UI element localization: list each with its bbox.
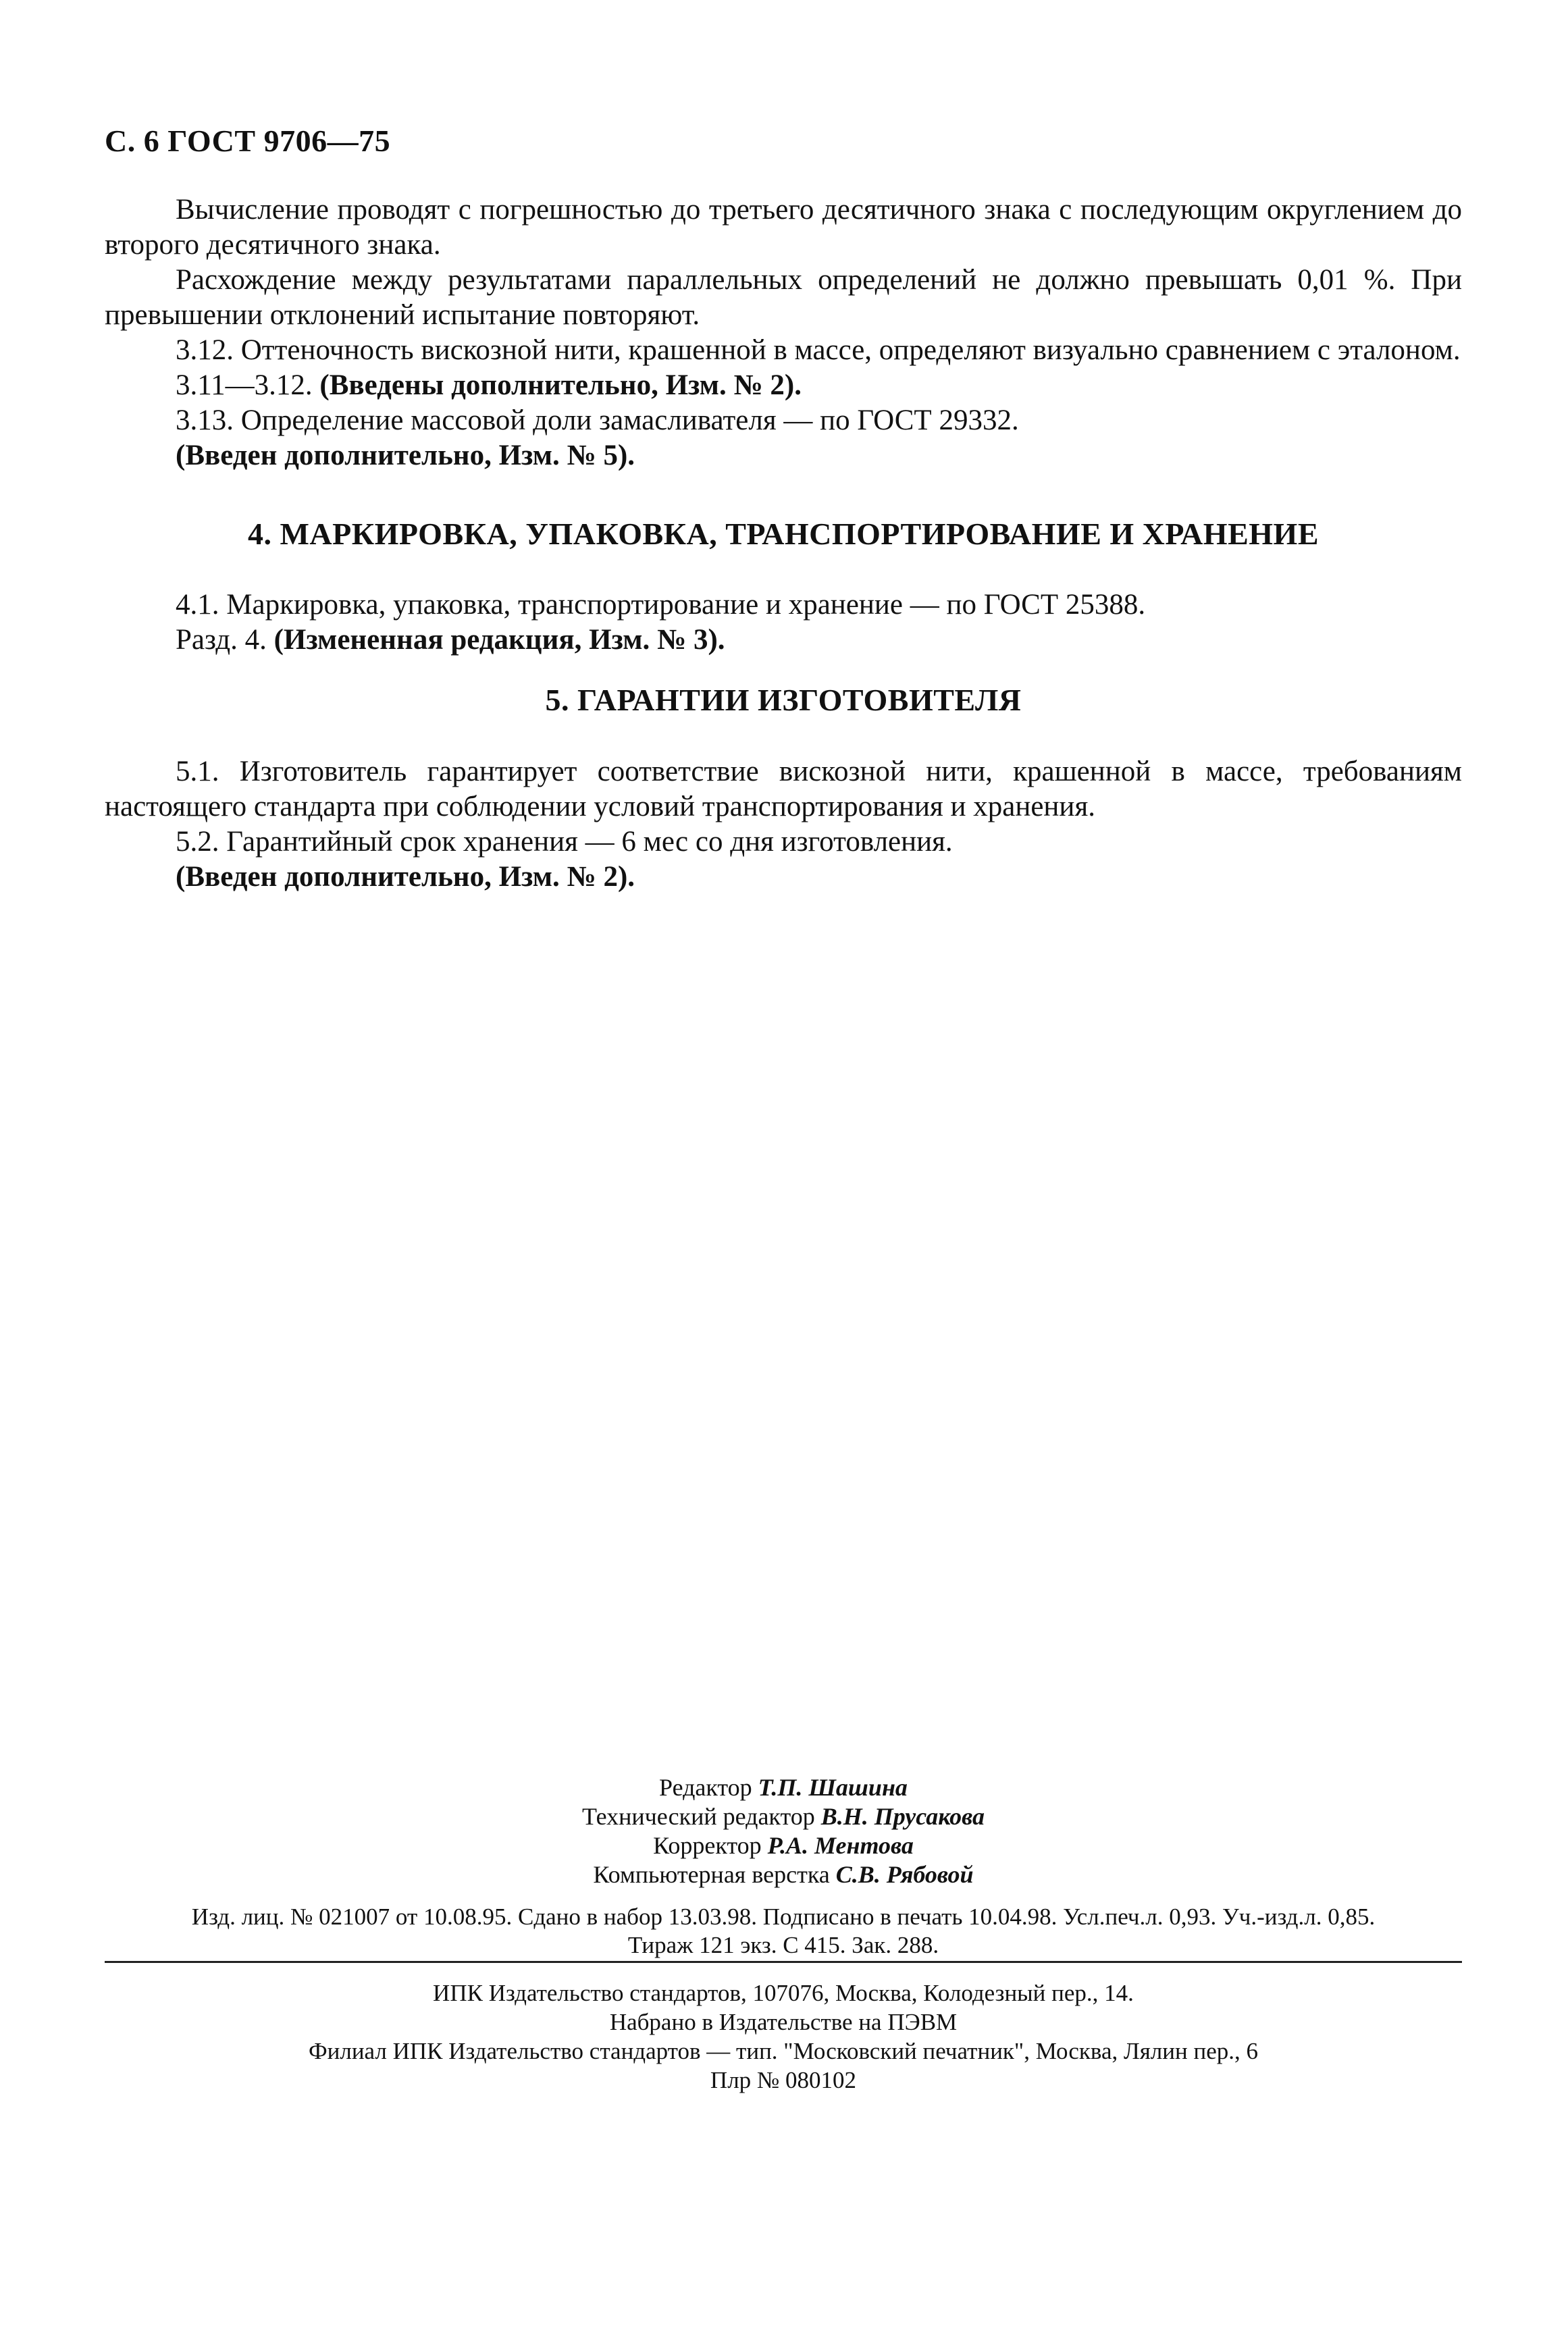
running-head: С. 6 ГОСТ 9706—75	[105, 124, 391, 158]
divider	[105, 1961, 1462, 1963]
imprint-block	[105, 1903, 1462, 1960]
credit-tech-editor	[105, 1802, 1462, 1831]
credit-label: Редактор	[659, 1774, 752, 1801]
credit-editor	[105, 1773, 1462, 1802]
amendment-note: (Введены дополнительно, Изм. № 2).	[319, 369, 802, 401]
credit-label: Компьютерная верстка	[593, 1861, 830, 1888]
amendment-note: (Введен дополнительно, Изм. № 2).	[176, 861, 635, 893]
paragraph-3-13-note	[105, 438, 1462, 473]
credit-layout	[105, 1860, 1462, 1889]
publisher-line-2: Набрано в Издательстве на ПЭВМ	[609, 2009, 958, 2035]
paragraph-4-1: 4.1. Маркировка, упаковка, транспортирование и хранение — по ГОСТ 25388.	[176, 589, 1146, 621]
section-4-block	[105, 587, 1462, 658]
credits-block	[105, 1773, 1462, 1889]
publisher-line-4: Плр № 080102	[710, 2067, 857, 2093]
section-5-heading: 5. ГАРАНТИИ ИЗГОТОВИТЕЛЯ	[545, 683, 1022, 717]
section-4-heading: 4. МАРКИРОВКА, УПАКОВКА, ТРАНСПОРТИРОВАНИЕ И ХРАНЕНИЕ	[247, 517, 1319, 551]
paragraph-discrepancy: Расхождение между результатами параллельных определений не должно превышать 0,01 %. При превышении отклонений испытание повторяют.	[105, 264, 1462, 331]
paragraph-5-1: 5.1. Изготовитель гарантирует соответствие вискозной нити, крашенной в массе, требованиям настоящего стандарта при соблюдении условий транспортирования и хранения.	[105, 756, 1462, 822]
imprint-line-2: Тираж 121 экз. С 415. Зак. 288.	[627, 1932, 939, 1958]
publisher-line-3: Филиал ИПК Издательство стандартов — тип. "Московский печатник", Москва, Лялин пер., 6	[308, 2038, 1259, 2064]
section-5-block	[105, 754, 1462, 895]
paragraph-5-2: 5.2. Гарантийный срок хранения — 6 мес со дня изготовления.	[176, 826, 953, 858]
paragraph-3-11-3-12-note	[105, 368, 1462, 403]
credit-name: Р.А. Ментова	[767, 1832, 914, 1859]
amendment-note: (Измененная редакция, Изм. № 3).	[273, 624, 725, 656]
note-prefix: Разд. 4.	[176, 624, 274, 656]
credit-name: В.Н. Прусакова	[820, 1803, 985, 1830]
publisher-line-1: ИПК Издательство стандартов, 107076, Москва, Колодезный пер., 14.	[433, 1980, 1134, 2006]
note-prefix: 3.11—3.12.	[176, 369, 320, 401]
credit-label: Корректор	[653, 1832, 762, 1859]
credit-name: С.В. Рябовой	[835, 1861, 974, 1888]
credit-name: Т.П. Шашина	[758, 1774, 908, 1801]
section-3-block	[105, 192, 1462, 473]
credit-corrector	[105, 1831, 1462, 1860]
publisher-block	[105, 1978, 1462, 2095]
paragraph-4-note	[105, 623, 1462, 658]
paragraph-5-note	[105, 860, 1462, 895]
amendment-note: (Введен дополнительно, Изм. № 5).	[176, 440, 635, 471]
paragraph-calculation: Вычисление проводят с погрешностью до третьего десятичного знака с последующим округлением до второго десятичного знака.	[105, 194, 1462, 261]
paragraph-3-13: 3.13. Определение массовой доли замасливателя — по ГОСТ 29332.	[176, 404, 1019, 436]
imprint-line-1: Изд. лиц. № 021007 от 10.08.95. Сдано в набор 13.03.98. Подписано в печать 10.04.98. Усл.печ.л. 0,93. Уч.-изд.л. 0,85.	[191, 1904, 1376, 1930]
paragraph-3-12: 3.12. Оттеночность вискозной нити, крашенной в массе, определяют визуально сравнением с эталоном.	[176, 334, 1461, 366]
credit-label: Технический редактор	[582, 1803, 815, 1830]
